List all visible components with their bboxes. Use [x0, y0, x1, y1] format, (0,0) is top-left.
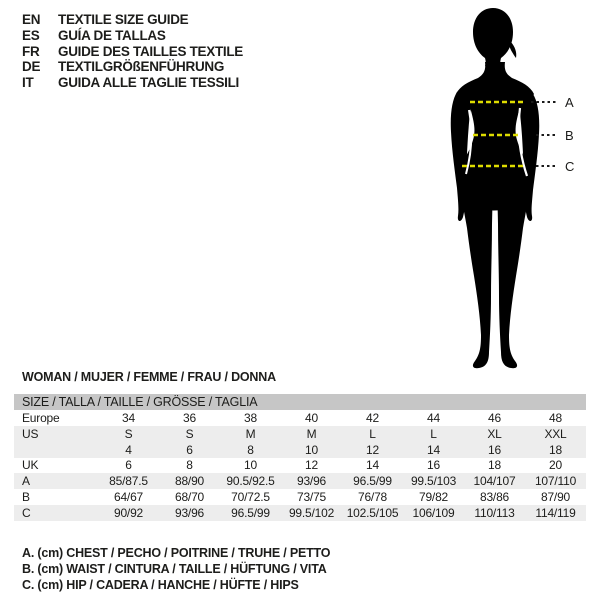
row-label: US: [22, 426, 39, 441]
row-label: B: [22, 490, 30, 505]
size-cell: 87/90: [540, 490, 571, 505]
size-cell: 12: [305, 458, 318, 473]
row-label: UK: [22, 458, 39, 473]
size-cell: 76/78: [357, 490, 388, 505]
size-table-header: SIZE / TALLA / TAILLE / GRÖSSE / TAGLIA: [14, 394, 586, 410]
row-label: A: [22, 474, 30, 489]
measure-label-chest: A: [565, 95, 574, 110]
size-cell: 20: [549, 458, 562, 473]
size-cell: 110/113: [474, 505, 515, 520]
size-cell: 10: [244, 458, 257, 473]
size-cell: 42: [366, 410, 379, 425]
size-cell: 38: [244, 410, 257, 425]
size-table-row: [14, 442, 586, 458]
language-code: EN: [22, 12, 41, 28]
language-title-line: [22, 43, 243, 59]
size-cell: 73/75: [296, 490, 327, 505]
size-cell: M: [245, 426, 256, 441]
size-cell: 40: [305, 410, 318, 425]
woman-silhouette-figure: [400, 0, 580, 380]
language-title-list: [22, 12, 243, 90]
size-cell: 114/119: [535, 505, 576, 520]
language-code: IT: [22, 75, 34, 91]
size-cell: S: [185, 426, 194, 441]
size-cell: 4: [125, 442, 132, 457]
size-cell: XXL: [544, 426, 567, 441]
size-cell: 93/96: [174, 505, 205, 520]
language-title-line: [22, 12, 243, 28]
size-cell: 36: [183, 410, 196, 425]
language-title-text: TEXTILE SIZE GUIDE: [58, 12, 189, 28]
language-title-text: TEXTILGRÖßENFÜHRUNG: [58, 59, 225, 75]
legend-line: C. (cm) HIP / CADERA / HANCHE / HÜFTE / HIPS: [22, 578, 299, 592]
table-title: WOMAN / MUJER / FEMME / FRAU / DONNA: [22, 370, 276, 384]
size-cell: 107/110: [534, 474, 577, 489]
row-label: Europe: [22, 410, 60, 425]
size-cell: 48: [549, 410, 562, 425]
size-cell: 64/67: [113, 490, 144, 505]
silhouette-hair: [509, 42, 516, 58]
size-cell: 90.5/92.5: [226, 474, 275, 489]
size-cell: 70/72.5: [231, 490, 270, 505]
language-code: DE: [22, 59, 41, 75]
size-cell: 6: [125, 458, 132, 473]
size-cell: 96.5/99: [231, 505, 270, 520]
size-cell: XL: [487, 426, 502, 441]
size-cell: S: [124, 426, 133, 441]
language-title-text: GUÍA DE TALLAS: [58, 28, 166, 44]
size-cell: 96.5/99: [353, 474, 392, 489]
size-cell: M: [306, 426, 317, 441]
size-cell: L: [369, 426, 376, 441]
language-code: ES: [22, 28, 40, 44]
size-cell: 46: [488, 410, 501, 425]
measurement-legend: [22, 545, 330, 593]
size-cell: 99.5/102: [288, 505, 335, 520]
size-cell: 83/86: [479, 490, 510, 505]
size-cell: 6: [186, 442, 193, 457]
language-title-line: [22, 28, 243, 44]
language-code: FR: [22, 43, 40, 59]
woman-silhouette: [451, 8, 540, 368]
size-cell: 79/82: [418, 490, 449, 505]
measure-label-waist: B: [565, 128, 574, 143]
size-table-row: [14, 426, 586, 442]
size-cell: 104/107: [473, 474, 516, 489]
size-cell: 14: [427, 442, 440, 457]
size-table: [14, 394, 586, 521]
size-cell: 18: [549, 442, 562, 457]
size-cell: 88/90: [174, 474, 205, 489]
size-table-row: [14, 489, 586, 505]
size-cell: 34: [122, 410, 135, 425]
language-title-line: [22, 75, 243, 91]
size-cell: 12: [366, 442, 379, 457]
size-cell: 14: [366, 458, 379, 473]
size-cell: 8: [186, 458, 193, 473]
size-table-row: [14, 473, 586, 489]
size-cell: 10: [305, 442, 318, 457]
size-cell: 93/96: [296, 474, 327, 489]
silhouette-left-leg: [461, 178, 493, 368]
size-cell: 102.5/105: [346, 505, 399, 520]
size-cell: 85/87.5: [109, 474, 148, 489]
size-cell: 44: [427, 410, 440, 425]
legend-line: A. (cm) CHEST / PECHO / POITRINE / TRUHE / PETTO: [22, 546, 331, 560]
size-cell: 99.5/103: [410, 474, 457, 489]
size-table-row: [14, 505, 586, 521]
size-cell: L: [430, 426, 437, 441]
size-cell: 18: [488, 458, 501, 473]
size-table-row: [14, 458, 586, 474]
size-cell: 8: [247, 442, 254, 457]
silhouette-right-leg: [497, 178, 529, 368]
size-cell: 16: [427, 458, 440, 473]
language-title-text: GUIDE DES TAILLES TEXTILE: [58, 43, 244, 59]
language-title-text: GUIDA ALLE TAGLIE TESSILI: [58, 75, 239, 91]
measure-label-hip: C: [565, 159, 575, 174]
size-cell: 90/92: [113, 505, 144, 520]
legend-line: B. (cm) WAIST / CINTURA / TAILLE / HÜFTUNG / VITA: [22, 562, 327, 576]
language-title-line: [22, 59, 243, 75]
size-cell: 68/70: [174, 490, 205, 505]
size-cell: 16: [488, 442, 501, 457]
row-label: C: [22, 505, 31, 520]
size-cell: 106/109: [412, 505, 455, 520]
silhouette-head: [473, 8, 513, 66]
size-table-row: [14, 410, 586, 426]
